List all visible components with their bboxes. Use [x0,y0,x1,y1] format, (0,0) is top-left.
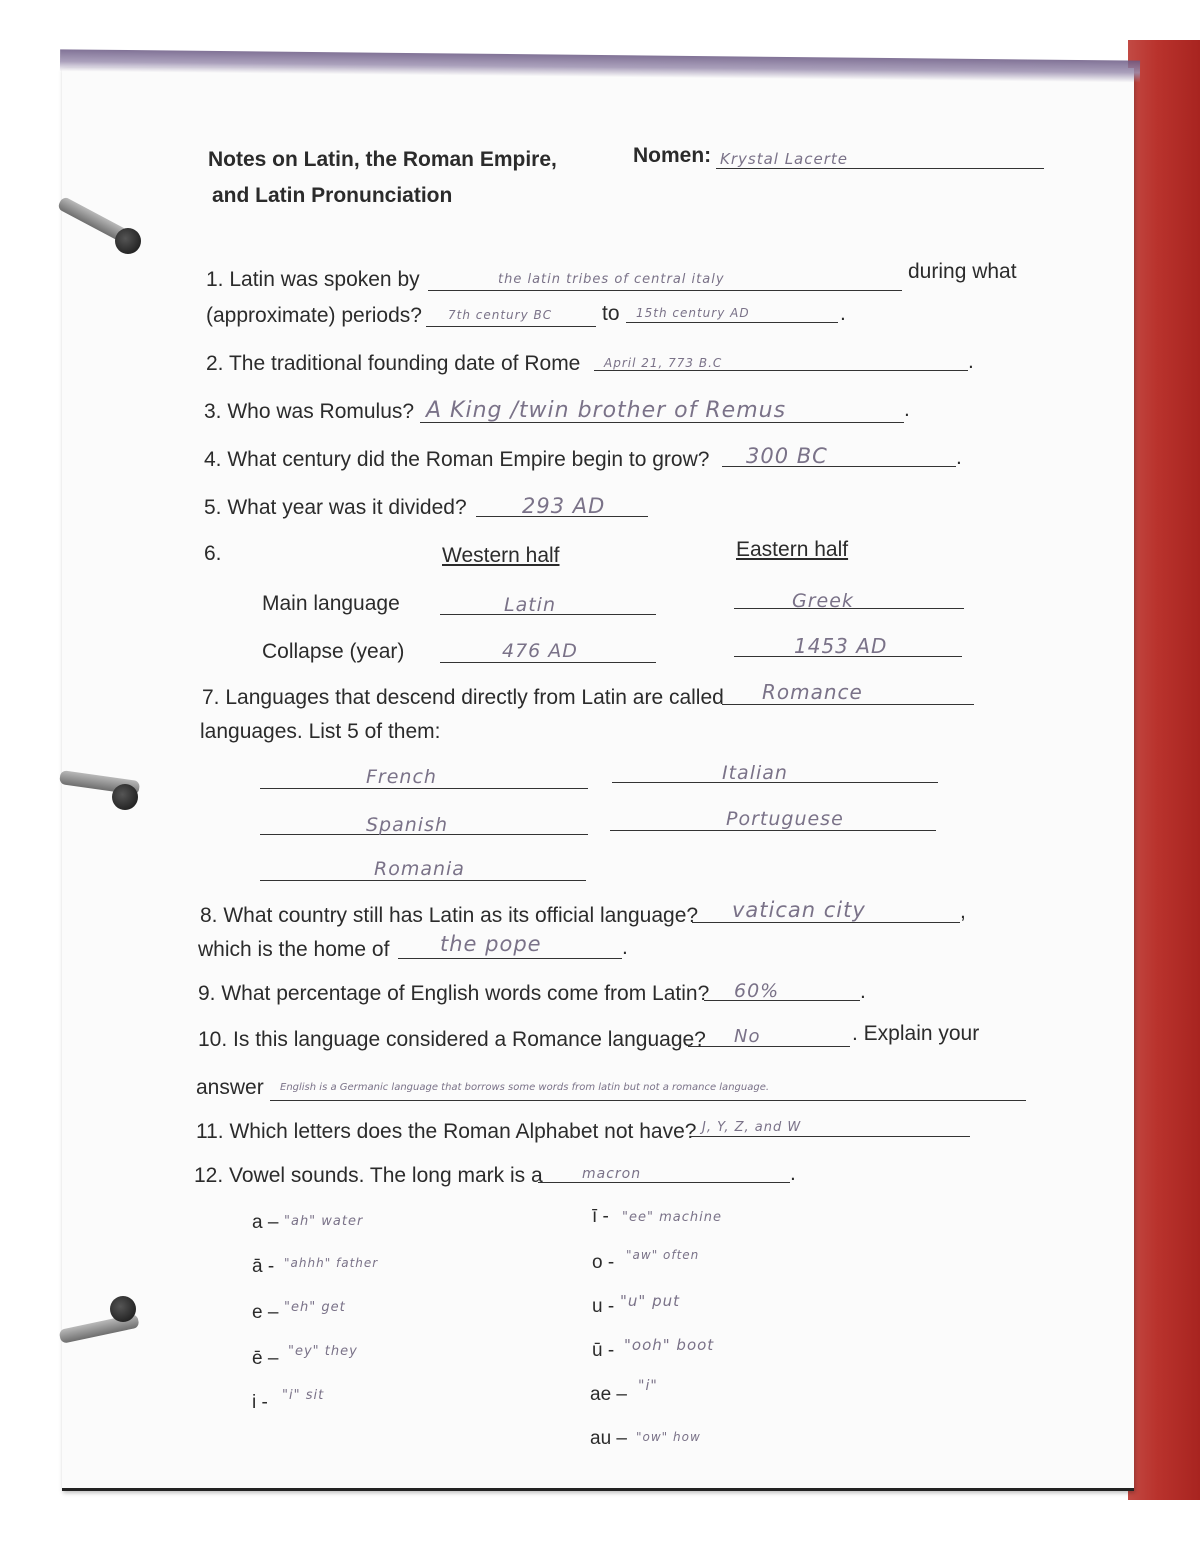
q3-end: . [904,398,910,421]
q12-answer: macron [582,1166,642,1182]
q3-answer: A King /twin brother of Remus [426,398,787,423]
q1-end: . [840,302,846,325]
q1-text-a: 1. Latin was spoken by [206,268,420,291]
vowel-sound: "ow" how [636,1430,701,1444]
q2-text: 2. The traditional founding date of Rome [206,352,581,375]
q10-text-b: . Explain your [852,1022,980,1045]
q8-text-a: 8. What country still has Latin as its official language? [200,904,699,927]
q1-text-c: (approximate) periods? [206,304,422,327]
q2-end: . [968,350,974,373]
q9-text: 9. What percentage of English words come from Latin? [198,982,710,1005]
q7-item-5: Romania [374,858,465,880]
q10-text-c: answer [196,1076,264,1099]
vowel-letter: i - [252,1392,268,1413]
q1-answer-c: 15th century AD [636,306,750,320]
vowel-letter: u - [592,1296,615,1317]
red-background-edge [1128,40,1200,1500]
vowel-letter: ae – [590,1384,627,1405]
vowel-letter: ē – [252,1348,279,1369]
vowel-letter: e – [252,1302,279,1323]
q7-answer: Romance [762,680,863,704]
vowel-sound: "ooh" boot [624,1336,715,1354]
q6-row2-label: Collapse (year) [262,640,405,663]
q2-answer: April 21, 773 B.C [604,356,723,370]
vowel-sound: "i" sit [282,1388,325,1403]
vowel-letter: ā - [252,1256,275,1277]
vowel-sound: "ey" they [288,1344,358,1359]
q1-text-b: during what [908,260,1017,283]
q3-text: 3. Who was Romulus? [204,400,415,423]
name-answer: Krystal Lacerte [720,150,849,168]
vowel-sound: "aw" often [626,1248,700,1262]
q10-line-a [688,1018,850,1047]
name-label: Nomen: [633,144,712,167]
q6-row1-east: Greek [792,590,854,612]
q1-text-d: to [602,302,620,325]
vowel-sound: "ahhh" father [284,1256,379,1270]
q4-end: . [956,446,962,469]
q6-row1-label: Main language [262,592,400,615]
q9-line [704,972,860,1001]
q6-row2-west: 476 AD [502,640,578,662]
q11-text: 11. Which letters does the Roman Alphabet not have? [196,1120,697,1143]
q8-answer-b: the pope [440,932,542,956]
binder-ring-1-hole [115,228,141,254]
q1-answer-b: 7th century BC [448,308,553,322]
q10-answer-b: English is a Germanic language that borrows some words from latin but not a romance language. [280,1082,770,1093]
q7-item-1: French [366,766,437,788]
q12-text: 12. Vowel sounds. The long mark is a [194,1164,543,1187]
vowel-letter: a – [252,1212,279,1233]
q9-end: . [860,980,866,1003]
binder-ring-3-hole [110,1296,136,1322]
title-line-2: and Latin Pronunciation [212,184,453,207]
vowel-sound: "ee" machine [622,1210,722,1225]
q9-answer: 60% [734,980,780,1002]
q12-line [538,1154,790,1183]
q7-text-b: languages. List 5 of them: [200,720,441,743]
q7-text-a: 7. Languages that descend directly from Latin are called [202,686,724,709]
q8-end-a: , [960,900,966,923]
q5-text: 5. What year was it divided? [204,496,467,519]
title-line-1: Notes on Latin, the Roman Empire, [208,148,557,171]
q6-number: 6. [204,542,222,565]
q8-answer-a: vatican city [732,898,866,922]
vowel-sound: "ah" water [284,1214,364,1229]
q4-text: 4. What century did the Roman Empire begin to grow? [204,448,710,471]
q6-col-east: Eastern half [736,538,849,561]
q12-end: . [790,1162,796,1185]
q8-end-b: . [622,936,628,959]
q6-col-west: Western half [442,544,560,567]
q7-item-4: Portuguese [726,808,844,830]
q6-row1-west: Latin [504,594,556,616]
q5-answer: 293 AD [522,494,606,518]
q7-item-3: Spanish [366,814,449,836]
q1-answer-a: the latin tribes of central italy [498,272,725,287]
q11-answer: J, Y, Z, and W [702,1120,802,1135]
vowel-sound: "u" put [620,1292,680,1310]
q4-answer: 300 BC [746,444,828,468]
q10-answer-a: No [734,1026,761,1047]
q6-row2-east: 1453 AD [794,634,888,658]
vowel-sound: "i" [638,1378,658,1394]
q7-item-2: Italian [722,762,788,784]
vowel-sound: "eh" get [284,1300,346,1315]
vowel-letter: au – [590,1428,627,1449]
q10-text-a: 10. Is this language considered a Romance language? [198,1028,706,1051]
vowel-letter: o - [592,1252,615,1273]
vowel-letter: ī - [592,1206,609,1227]
vowel-letter: ū - [592,1340,615,1361]
q8-text-b: which is the home of [198,938,390,961]
binder-ring-2-hole [112,784,138,810]
